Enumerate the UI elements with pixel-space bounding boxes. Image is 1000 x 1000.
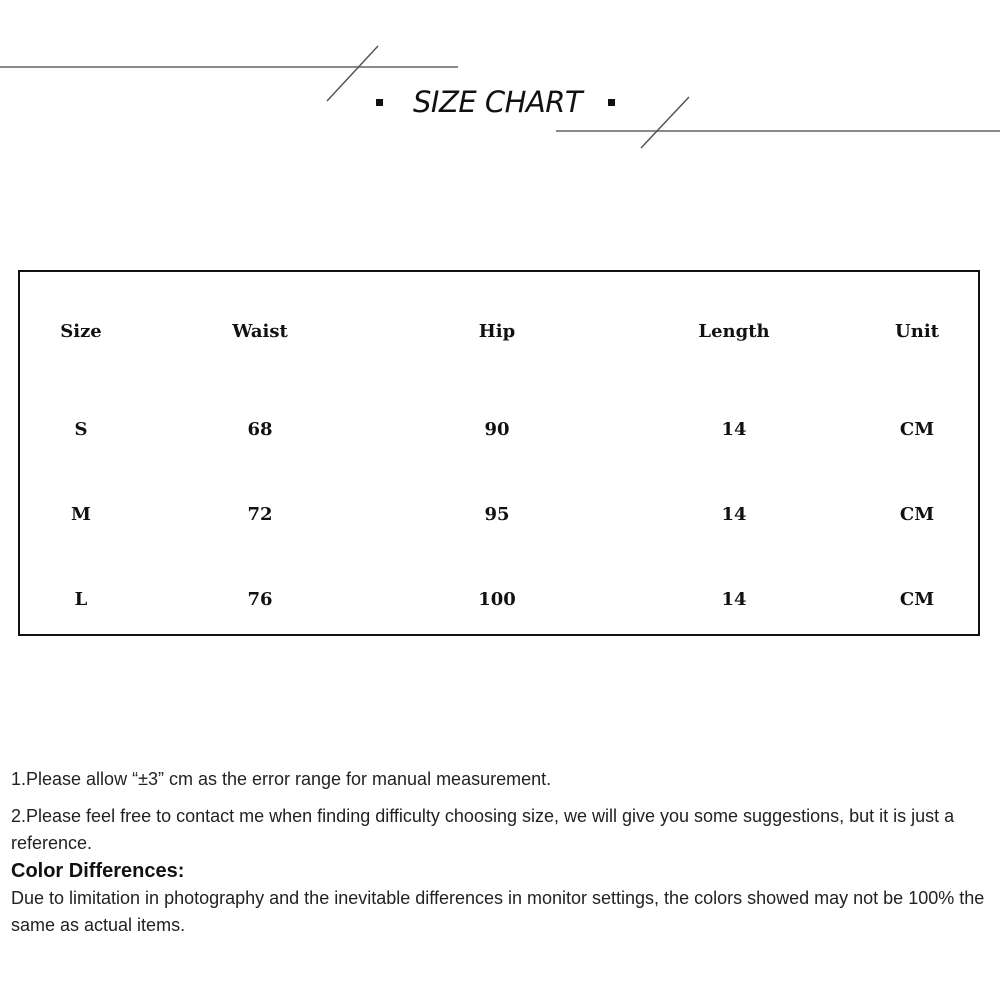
header-hip: Hip [478,321,516,342]
cell-hip-l: 100 [478,589,516,610]
bullet-square-icon [376,99,383,106]
header-size: Size [60,321,102,342]
cell-length-l: 14 [721,589,747,610]
note-measurement-error: 1.Please allow “±3” cm as the error range for manual measurement. [11,769,552,789]
page-title: SIZE CHART [413,85,583,119]
header-waist: Waist [232,321,288,342]
color-differences-heading: Color Differences: [11,860,185,882]
bullet-square-icon [608,99,615,106]
cell-unit-m: CM [899,504,935,525]
color-differences-text: Due to limitation in photography and the inevitable differences in monitor settings, the colors showed may not be 100% the same as actual items. [11,888,985,935]
top-left-slash [327,46,378,101]
notes-section [11,766,993,939]
note-contact: 2.Please feel free to contact me when finding difficulty choosing size, we will give you some suggestions, but it is just a reference. [11,806,955,853]
cell-waist-s: 68 [247,419,273,440]
cell-size-m: M [71,504,91,525]
size-chart-heading [376,82,615,122]
decorative-lines [0,0,1000,160]
size-table [18,270,980,636]
cell-waist-m: 72 [247,504,273,525]
cell-hip-s: 90 [484,419,510,440]
cell-length-m: 14 [721,504,747,525]
cell-unit-s: CM [899,419,935,440]
cell-unit-l: CM [899,589,935,610]
cell-size-l: L [74,589,88,610]
cell-waist-l: 76 [247,589,273,610]
header-unit: Unit [895,321,939,342]
cell-length-s: 14 [721,419,747,440]
cell-size-s: S [74,419,88,440]
top-right-slash [641,97,689,148]
cell-hip-m: 95 [484,504,510,525]
header-length: Length [698,321,770,342]
